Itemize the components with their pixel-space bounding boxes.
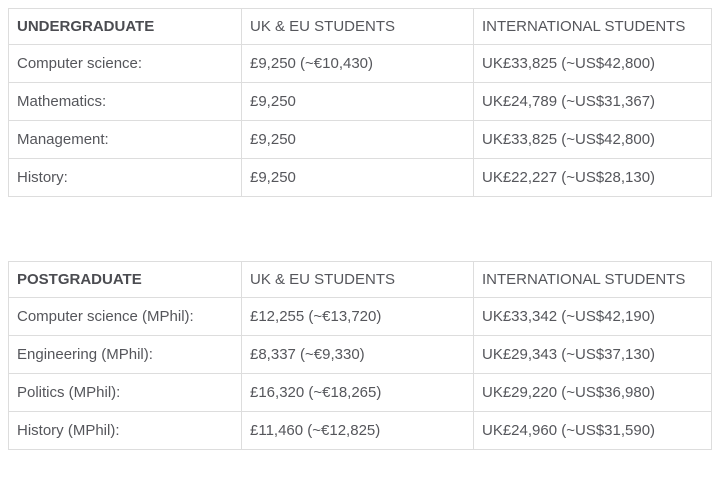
course-name-cell: Computer science: bbox=[9, 45, 242, 83]
course-name-cell: Mathematics: bbox=[9, 83, 242, 121]
uk-eu-fee-cell: £9,250 bbox=[242, 121, 474, 159]
uk-eu-fee-cell: £16,320 (~€18,265) bbox=[242, 374, 474, 412]
uk-eu-fee-cell: £9,250 bbox=[242, 159, 474, 197]
course-name-cell: Management: bbox=[9, 121, 242, 159]
table-header-row bbox=[9, 262, 712, 298]
international-fee-cell: UK£33,825 (~US$42,800) bbox=[474, 45, 712, 83]
course-name-cell: Computer science (MPhil): bbox=[9, 298, 242, 336]
uk-eu-fee-cell: £8,337 (~€9,330) bbox=[242, 336, 474, 374]
table-row bbox=[9, 83, 712, 121]
course-name-cell: History: bbox=[9, 159, 242, 197]
course-name-cell: Engineering (MPhil): bbox=[9, 336, 242, 374]
international-fee-cell: UK£22,227 (~US$28,130) bbox=[474, 159, 712, 197]
table-header-row bbox=[9, 9, 712, 45]
table-row bbox=[9, 45, 712, 83]
international-fee-cell: UK£33,825 (~US$42,800) bbox=[474, 121, 712, 159]
uk-eu-column-header: UK & EU STUDENTS bbox=[242, 9, 474, 45]
table-row bbox=[9, 336, 712, 374]
undergraduate-fees-table bbox=[8, 8, 712, 197]
table-category-header: UNDERGRADUATE bbox=[9, 9, 242, 45]
postgraduate-fees-table bbox=[8, 261, 712, 450]
course-name-cell: Politics (MPhil): bbox=[9, 374, 242, 412]
table-row bbox=[9, 298, 712, 336]
international-column-header: INTERNATIONAL STUDENTS bbox=[474, 262, 712, 298]
international-fee-cell: UK£29,343 (~US$37,130) bbox=[474, 336, 712, 374]
uk-eu-fee-cell: £9,250 (~€10,430) bbox=[242, 45, 474, 83]
table-row bbox=[9, 121, 712, 159]
international-fee-cell: UK£33,342 (~US$42,190) bbox=[474, 298, 712, 336]
table-row bbox=[9, 159, 712, 197]
table-row bbox=[9, 374, 712, 412]
uk-eu-fee-cell: £9,250 bbox=[242, 83, 474, 121]
course-name-cell: History (MPhil): bbox=[9, 412, 242, 450]
table-row bbox=[9, 412, 712, 450]
international-column-header: INTERNATIONAL STUDENTS bbox=[474, 9, 712, 45]
table-category-header: POSTGRADUATE bbox=[9, 262, 242, 298]
international-fee-cell: UK£24,960 (~US$31,590) bbox=[474, 412, 712, 450]
uk-eu-fee-cell: £12,255 (~€13,720) bbox=[242, 298, 474, 336]
international-fee-cell: UK£29,220 (~US$36,980) bbox=[474, 374, 712, 412]
uk-eu-fee-cell: £11,460 (~€12,825) bbox=[242, 412, 474, 450]
uk-eu-column-header: UK & EU STUDENTS bbox=[242, 262, 474, 298]
international-fee-cell: UK£24,789 (~US$31,367) bbox=[474, 83, 712, 121]
